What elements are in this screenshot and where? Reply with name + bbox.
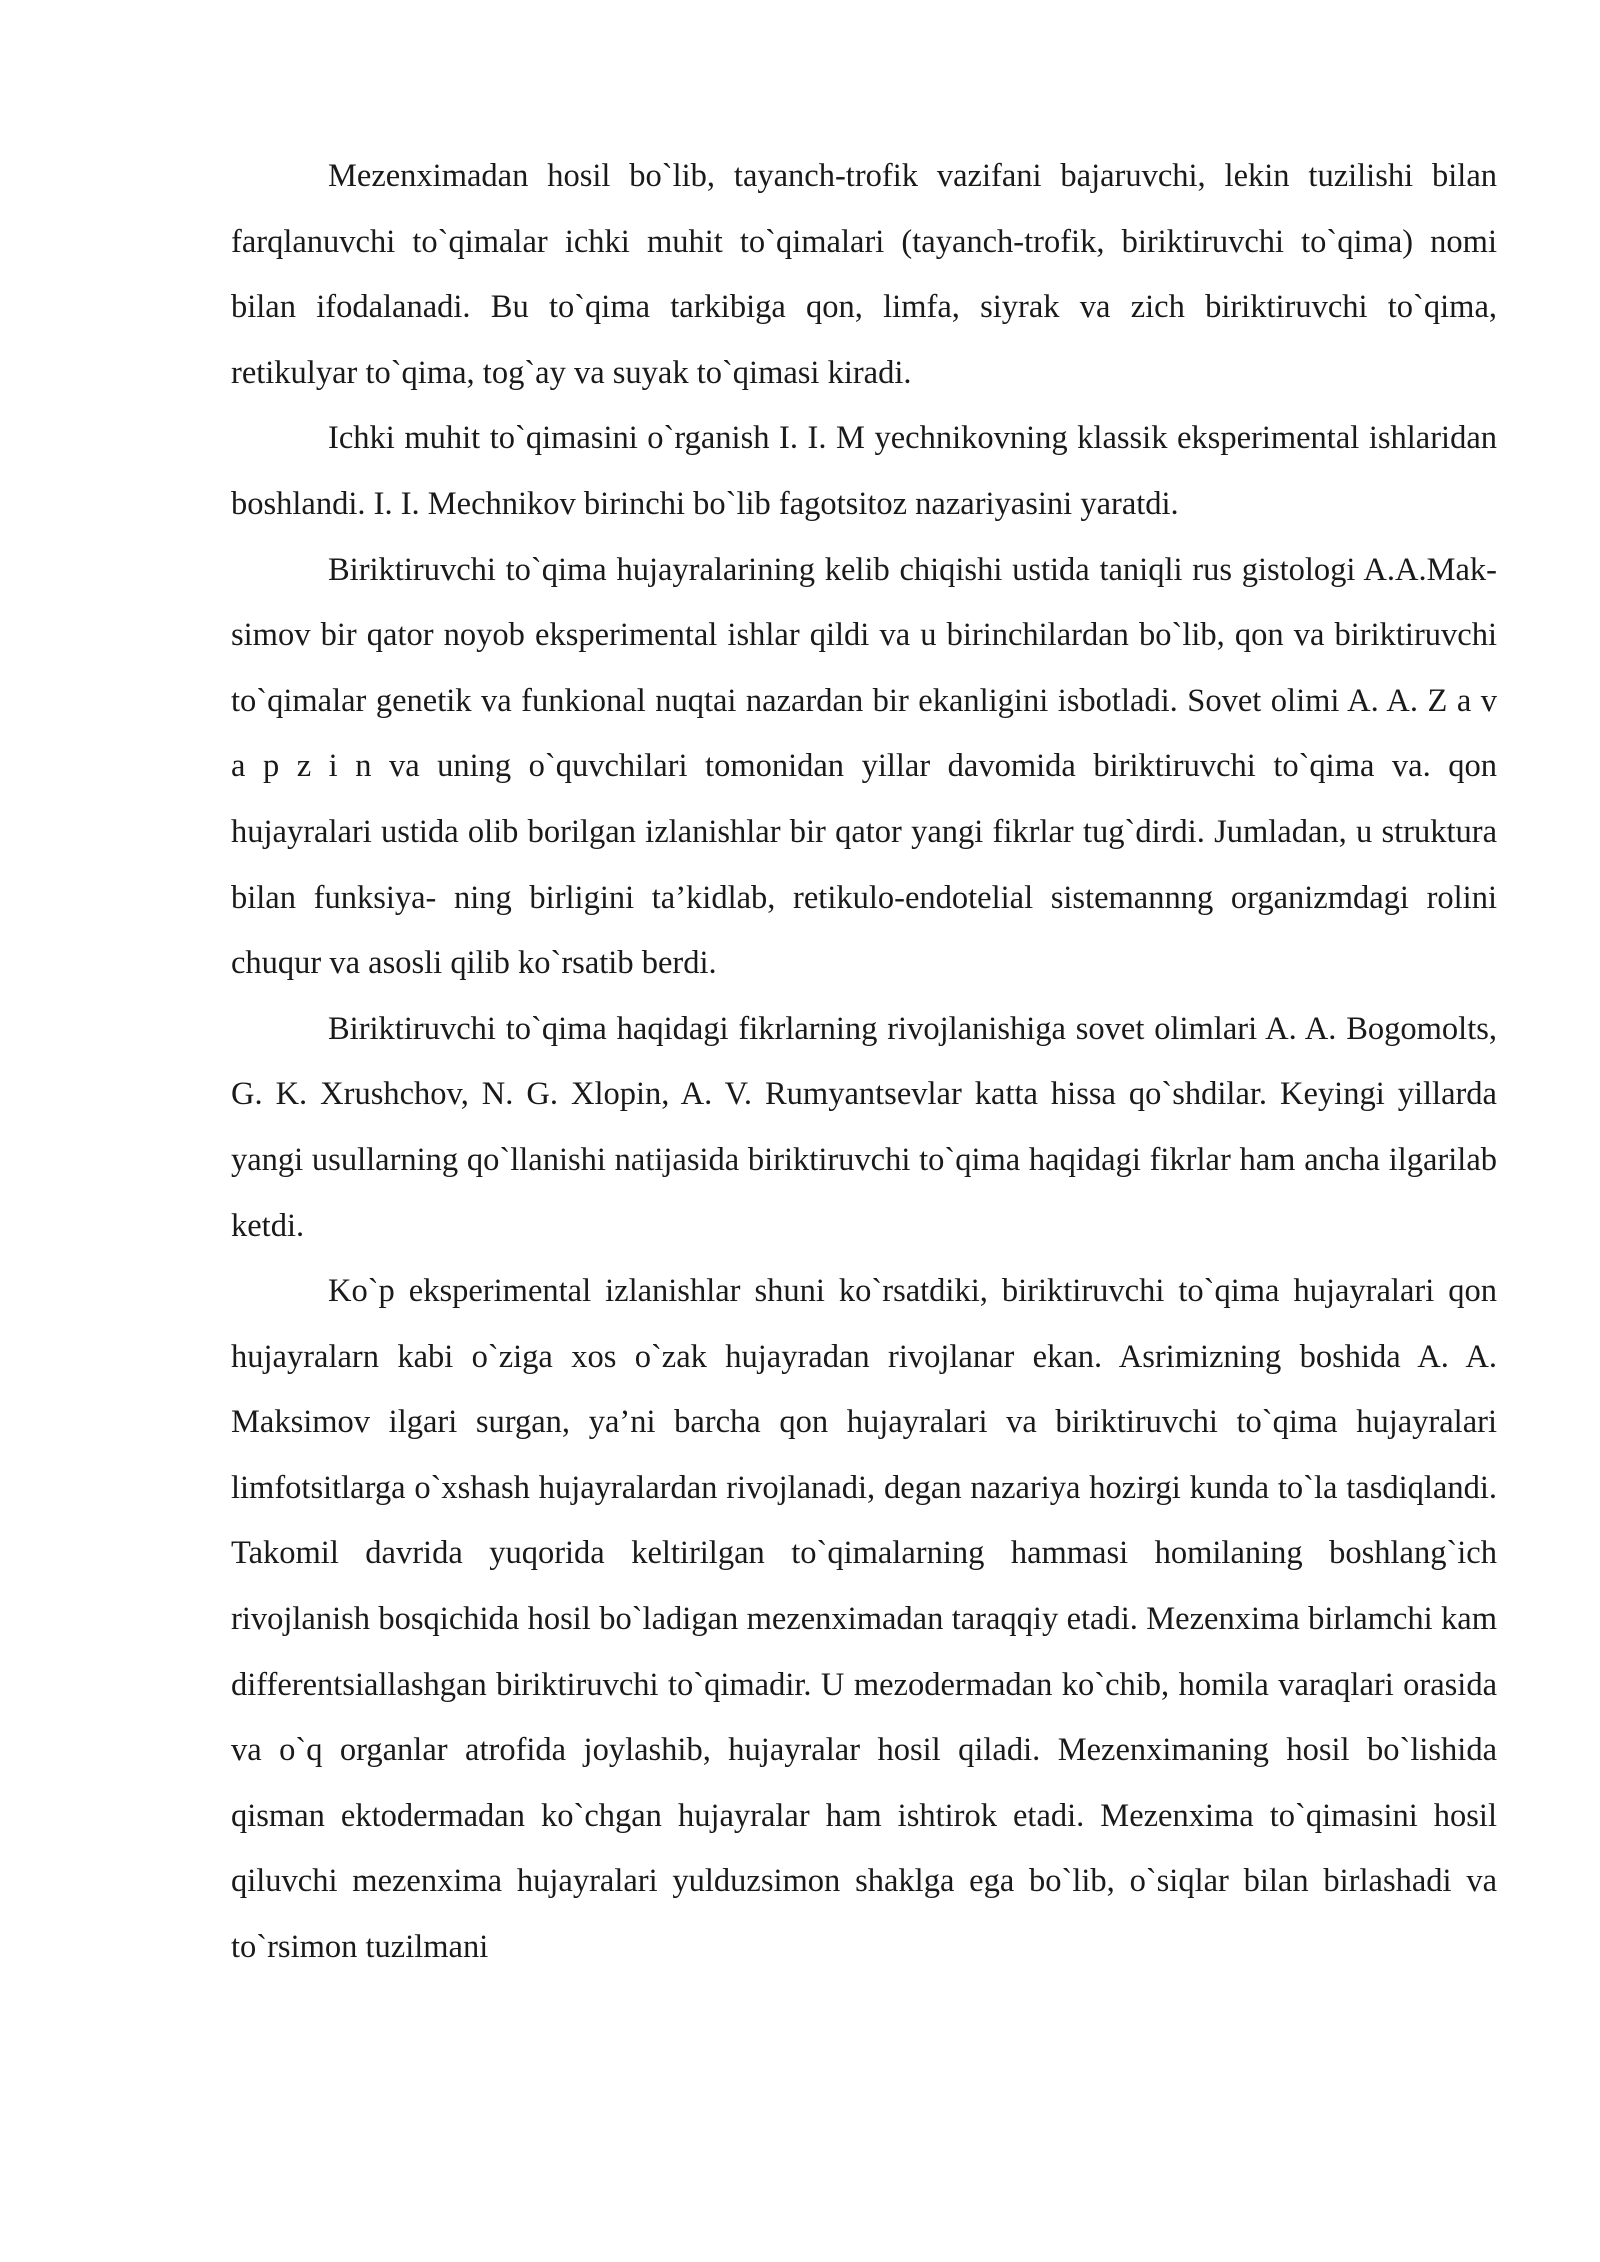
paragraph-2: Ichki muhit to`qimasini o`rganish I. I. M yechnikovning klassik eksperimental ishlaridan boshlandi. I. I. Mechnikov birinchi bo`lib fagotsitoz nazariyasini yaratdi. xyxy=(231,420,1497,522)
document-page xyxy=(231,144,1497,1981)
paragraph-4: Biriktiruvchi to`qima haqidagi fikrlarning rivojlanishiga sovet olimlari A. A. Bogomolts, G. K. Xrushchov, N. G. Xlopin, A. V. Rumyantsevlar katta hissa qo`shdilar. Keyingi yillarda yangi usullarning qo`llanishi natijasida biriktiruvchi to`qima haqidagi fikrlar ham ancha ilgarilab ketdi. xyxy=(231,1010,1497,1244)
paragraph-1: Mezenximadan hosil bo`lib, tayanch-trofik vazifani bajaruvchi, lekin tuzilishi bilan farqlanuvchi to`qimalar ichki muhit to`qimalari (tayanch-trofik, biriktiruvchi to`qima) nomi bilan ifodalanadi. Bu to`qima tarkibiga qon, limfa, siyrak va zich biriktiruvchi to`qima, retikulyar to`qima, tog`ay va suyak to`qimasi kiradi. xyxy=(231,158,1497,391)
paragraph-5: Ko`p eksperimental izlanishlar shuni ko`rsatdiki, biriktiruvchi to`qima hujayralari qon hujayralarn kabi o`ziga xos o`zak hujayradan rivojlanar ekan. Asrimizning boshida A. A. Maksimov ilgari surgan, ya’ni barcha qon hujayralari va biriktiruvchi to`qima hujayralari limfotsitlarga o`xshash hujayralardan rivojlanadi, degan nazariya hozirgi kunda to`la tasdiqlandi. Takomil davrida yuqorida keltirilgan to`qimalarning hammasi homilaning boshlang`ich rivojlanish bosqichida hosil bo`ladigan mezenximadan taraqqiy etadi. Mezenxima birlamchi kam differentsiallashgan biriktiruvchi to`qimadir. U mezodermadan ko`chib, homila varaqlari orasida va o`q organlar atrofida joylashib, hujayralar hosil qiladi. Mezenximaning hosil bo`lishida qisman ektodermadan ko`chgan hujayralar ham ishtirok etadi. Mezenxima to`qimasini hosil qiluvchi mezenxima hujayralari yulduzsimon shaklga ega bo`lib, o`siqlar bilan birlashadi va to`rsimon tuzilmani xyxy=(231,1273,1497,1966)
paragraph-3: Biriktiruvchi to`qima hujayralarining kelib chiqishi ustida taniqli rus gistologi A.A.Mak- simov bir qator noyob eksperimental ishlar qildi va u birinchilardan bo`lib, qon va biriktiruvchi to`qimalar genetik va funkional nuqtai nazardan bir ekanligini isbotladi. Sovet olimi A. A. Z a v a p z i n va uning o`quvchilari tomonidan yillar davomida biriktiruvchi to`qima va. qon hujayralari ustida olib borilgan izlanishlar bir qator yangi fikrlar tug`dirdi. Jumladan, u struktura bilan funksiya- ning birligini ta’kidlab, retikulo-endotelial sistemannng organizmdagi rolini chuqur va asosli qilib ko`rsatib berdi. xyxy=(231,551,1497,982)
